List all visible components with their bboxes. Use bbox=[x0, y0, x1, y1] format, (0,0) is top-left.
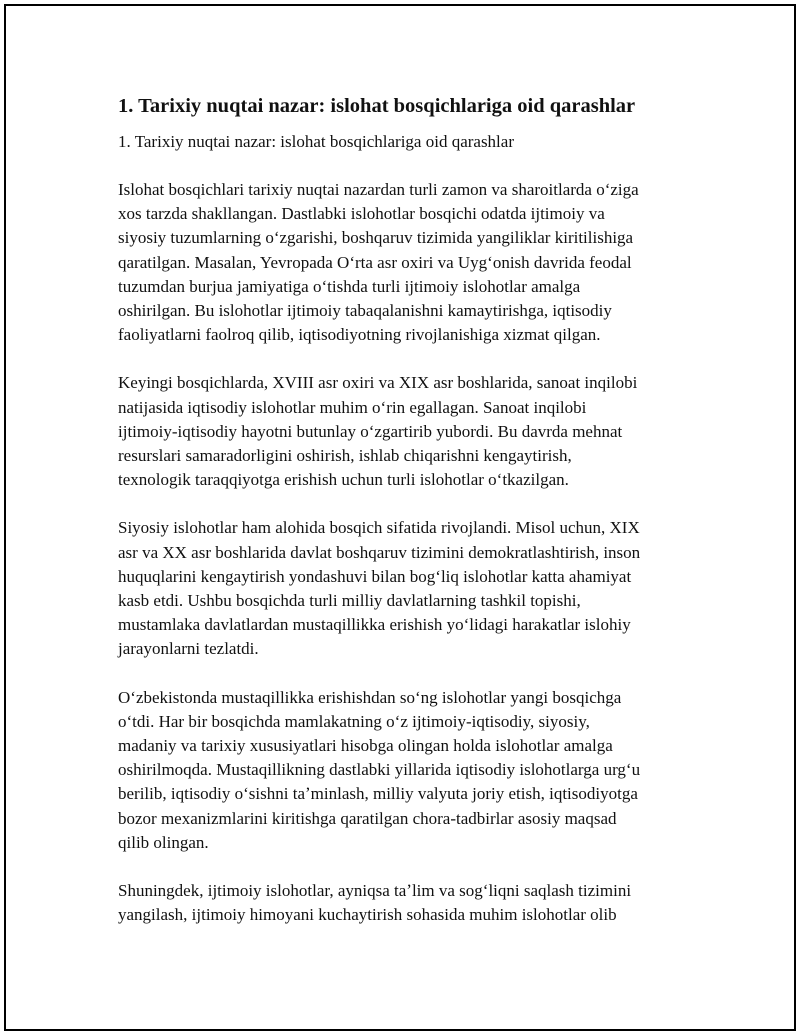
text-line: xos tarzda shakllangan. Dastlabki islohotlar bosqichi odatda ijtimoiy va bbox=[118, 204, 605, 224]
text-line: tuzumdan burjua jamiyatiga oʻtishda turli ijtimoiy islohotlar amalga bbox=[118, 276, 581, 296]
text-line: siyosiy tuzumlarning oʻzgarishi, boshqaruv tizimida yangiliklar kiritilishiga bbox=[118, 228, 634, 248]
document-subheading: 1. Tarixiy nuqtai nazar: islohat bosqichlariga oid qarashlar bbox=[118, 132, 514, 151]
paragraph-4 bbox=[118, 686, 693, 855]
text-line: huquqlarini kengaytirish yondashuvi bilan bogʻliq islohotlar katta ahamiyat bbox=[118, 566, 632, 586]
text-line: texnologik taraqqiyotga erishish uchun turli islohotlar oʻtkazilgan. bbox=[118, 470, 569, 490]
document-body bbox=[118, 92, 693, 927]
text-line: kasb etdi. Ushbu bosqichda turli milliy davlatlarning tashkil topishi, bbox=[118, 591, 581, 611]
text-line: madaniy va tarixiy xususiyatlari hisobga olingan holda islohotlar amalga bbox=[118, 736, 613, 756]
text-line: mustamlaka davlatlardan mustaqillikka erishish yoʻlidagi harakatlar islohiy bbox=[118, 615, 631, 635]
text-line: oshirilmoqda. Mustaqillikning dastlabki yillarida iqtisodiy islohotlarga urgʻu bbox=[118, 760, 641, 780]
text-line: qaratilgan. Masalan, Yevropada Oʻrta asr oxiri va Uygʻonish davrida feodal bbox=[118, 252, 632, 272]
text-line: resurslari samaradorligini oshirish, ishlab chiqarishni kengaytirish, bbox=[118, 446, 572, 466]
text-line: yangilash, ijtimoiy himoyani kuchaytirish sohasida muhim islohotlar olib bbox=[118, 905, 617, 925]
paragraph-5 bbox=[118, 879, 693, 927]
text-line: bozor mexanizmlarini kiritishga qaratilgan chora-tadbirlar asosiy maqsad bbox=[118, 808, 617, 828]
text-line: Islohat bosqichlari tarixiy nuqtai nazardan turli zamon va sharoitlarda oʻziga bbox=[118, 180, 639, 199]
text-line: faoliyatlarni faolroq qilib, iqtisodiyotning rivojlanishiga xizmat qilgan. bbox=[118, 325, 601, 345]
text-line: asr va XX asr boshlarida davlat boshqaruv tizimini demokratlashtirish, inson bbox=[118, 542, 641, 562]
paragraph-2 bbox=[118, 371, 693, 492]
text-line: ijtimoiy-iqtisodiy hayotni butunlay oʻzgartirib yubordi. Bu davrda mehnat bbox=[118, 421, 623, 441]
text-line: qilib olingan. bbox=[118, 832, 209, 852]
text-line: Keyingi bosqichlarda, XVIII asr oxiri va XIX asr boshlarida, sanoat inqilobi bbox=[118, 373, 638, 393]
text-line: natijasida iqtisodiy islohotlar muhim oʻrin egallagan. Sanoat inqilobi bbox=[118, 397, 587, 417]
text-line: oʻtdi. Har bir bosqichda mamlakatning oʻz ijtimoiy-iqtisodiy, siyosiy, bbox=[118, 711, 590, 731]
text-line: jarayonlarni tezlatdi. bbox=[118, 639, 259, 659]
paragraph-3 bbox=[118, 516, 693, 661]
text-line: Shuningdek, ijtimoiy islohotlar, ayniqsa taʼlim va sogʻliqni saqlash tizimini bbox=[118, 881, 632, 901]
text-line: Siyosiy islohotlar ham alohida bosqich sifatida rivojlandi. Misol uchun, XIX bbox=[118, 518, 640, 538]
document-heading: 1. Tarixiy nuqtai nazar: islohat bosqichlariga oid qarashlar bbox=[118, 95, 636, 117]
paragraph-1 bbox=[118, 178, 693, 347]
text-line: Oʻzbekistonda mustaqillikka erishishdan soʻng islohotlar yangi bosqichga bbox=[118, 687, 622, 707]
text-line: berilib, iqtisodiy oʻsishni taʼminlash, milliy valyuta joriy etish, iqtisodiyotga bbox=[118, 784, 638, 804]
text-line: oshirilgan. Bu islohotlar ijtimoiy tabaqalanishni kamaytirishga, iqtisodiy bbox=[118, 301, 612, 321]
